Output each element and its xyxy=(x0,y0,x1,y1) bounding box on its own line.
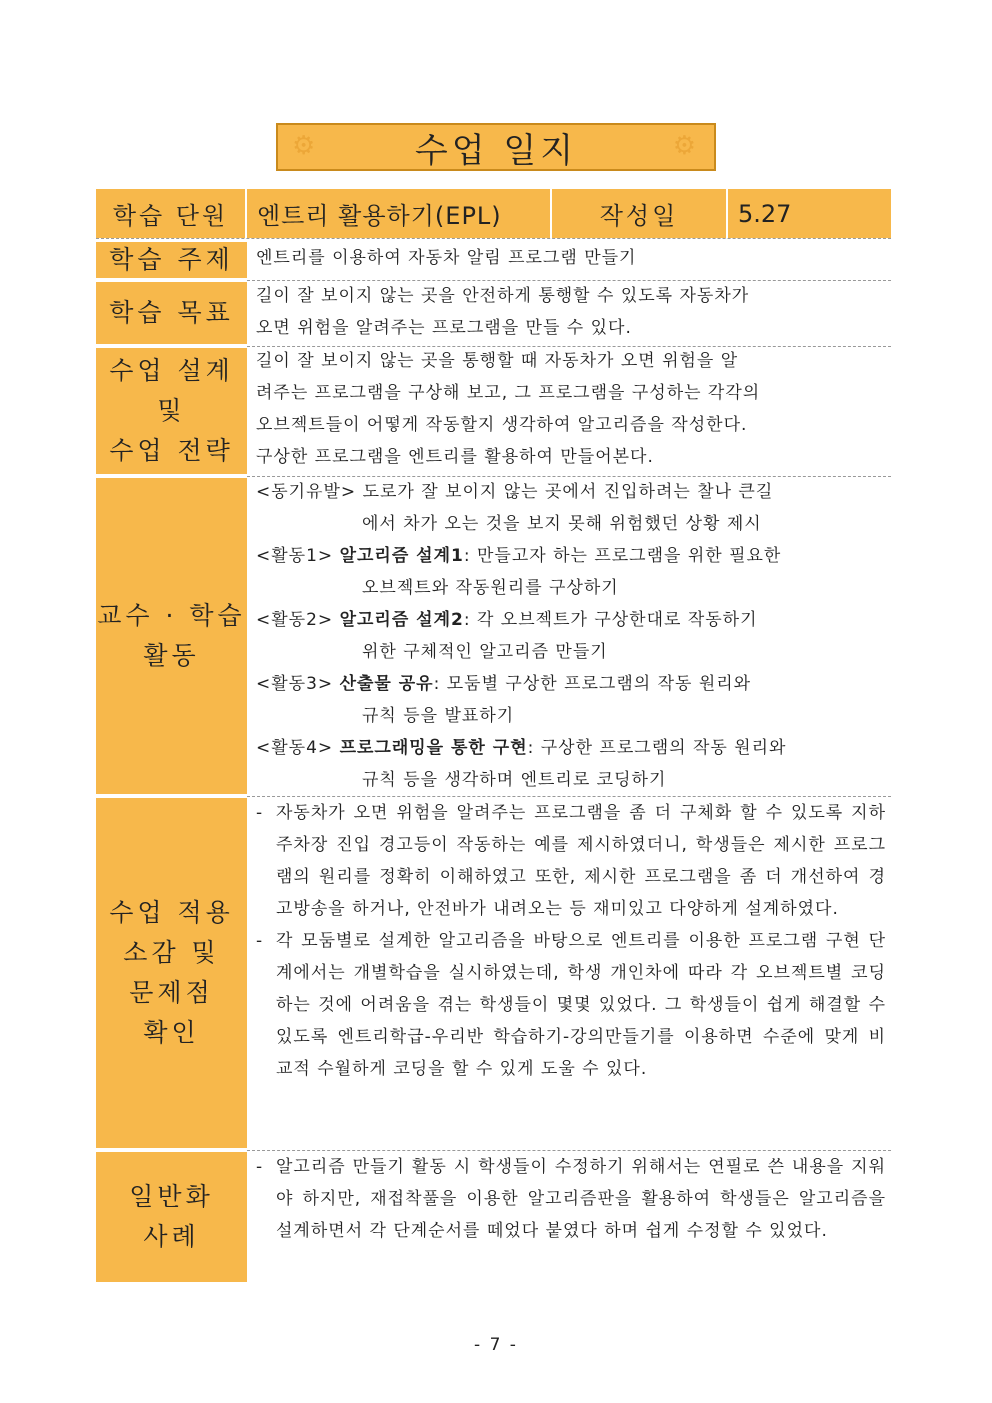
reflection-label-line: 소감 및 xyxy=(123,938,220,967)
design-content xyxy=(256,345,886,473)
topic-label: 학습 주제 xyxy=(109,245,234,274)
activity-3-item xyxy=(256,668,886,700)
design-line: 오브젝트들이 어떻게 작동할지 생각하여 알고리즘을 작성한다. xyxy=(256,415,748,435)
gear-decoration-icon: ⚙ xyxy=(292,131,320,161)
general-label-line: 일반화 xyxy=(129,1182,214,1211)
page-number: - 7 - xyxy=(474,1335,518,1355)
reflection-label-line: 문제점 xyxy=(129,978,214,1007)
reflection-item xyxy=(256,797,886,925)
activity-2-text-cont: 위한 구체적인 알고리즘 만들기 xyxy=(362,642,608,662)
activity-4-text: : 구상한 프로그램의 작동 원리와 xyxy=(527,738,787,758)
goal-label: 학습 목표 xyxy=(109,298,234,327)
unit-label: 학습 단원 xyxy=(96,189,247,238)
activity-3-text-cont: 규칙 등을 발표하기 xyxy=(362,706,515,726)
activity-3-tag: <활동3> xyxy=(256,674,334,694)
bullet-mark: - xyxy=(256,931,264,951)
design-label-line: 및 xyxy=(157,396,186,425)
goal-line: 오면 위험을 알려주는 프로그램을 만들 수 있다. xyxy=(256,318,632,338)
activity-4-item xyxy=(256,732,886,764)
design-label-line: 수업 설계 xyxy=(109,356,234,385)
activity-content xyxy=(256,476,886,796)
motivation-item xyxy=(256,476,886,508)
topic-label-cell xyxy=(96,242,247,278)
reflection-text: 각 모둠별로 설계한 알고리즘을 바탕으로 엔트리를 이용한 프로그램 구현 단계에서는 개별학습을 실시하였는데, 학생 개인차에 따라 각 오브젝트별 코딩하는 것에 어려움을 겪는 학생들이 몇몇 있었다. 그 학생들이 쉽게 해결할 수 있도록 엔트리학급-우리반 학습하기-강의만들기를 이용하면 수준에 맞게 비교적 수월하게 코딩을 할 수 있게 도울 수 있다. xyxy=(276,931,886,1079)
document-title-box xyxy=(276,123,716,171)
activity-label-line: 활동 xyxy=(143,641,200,670)
goal-label-cell xyxy=(96,282,247,344)
topic-text: 엔트리를 이용하여 자동차 알림 프로그램 만들기 xyxy=(256,248,637,268)
general-label-cell xyxy=(96,1152,247,1282)
document-title: 수업 일지 xyxy=(414,130,578,171)
reflection-text: 자동차가 오면 위험을 알려주는 프로그램을 좀 더 구체화 할 수 있도록 지하주차장 진입 경고등이 작동하는 예를 제시하였더니, 학생들은 제시한 프로그램의 원리를 정확히 이해하였고 또한, 제시한 프로그램을 좀 더 개선하여 경고방송을 하거나, 안전바가 내려오는 등 재미있고 다양하게 설계하였다. xyxy=(276,803,886,919)
activity-label-line: 교수 · 학습 xyxy=(97,601,246,630)
goal-line: 길이 잘 보이지 않는 곳을 안전하게 통행할 수 있도록 자동차가 xyxy=(256,286,750,306)
date-value: 5.27 xyxy=(728,189,891,238)
reflection-label-line: 확인 xyxy=(143,1018,200,1047)
activity-3-text: : 모둠별 구상한 프로그램의 작동 원리와 xyxy=(433,674,752,694)
activity-4-tag: <활동4> xyxy=(256,738,334,758)
activity-label-cell xyxy=(96,478,247,794)
design-line: 길이 잘 보이지 않는 곳을 통행할 때 자동차가 오면 위험을 알 xyxy=(256,351,739,371)
activity-4-title: 프로그래밍을 통한 구현 xyxy=(339,738,528,758)
date-label: 작성일 xyxy=(552,189,728,238)
header-row xyxy=(96,189,891,239)
reflection-content xyxy=(256,797,886,1085)
bullet-mark: - xyxy=(256,803,264,823)
bullet-mark: - xyxy=(256,1157,264,1177)
activity-1-item xyxy=(256,540,886,572)
activity-1-tag: <활동1> xyxy=(256,546,334,566)
activity-2-tag: <활동2> xyxy=(256,610,334,630)
activity-2-title: 알고리즘 설계2 xyxy=(339,610,464,630)
motivation-tag: <동기유발> xyxy=(256,482,357,502)
general-label-line: 사례 xyxy=(143,1222,200,1251)
general-content xyxy=(256,1151,886,1247)
reflection-item xyxy=(256,925,886,1085)
activity-1-title: 알고리즘 설계1 xyxy=(339,546,464,566)
general-text: 알고리즘 만들기 활동 시 학생들이 수정하기 위해서는 연필로 쓴 내용을 지워야 하지만, 재접착풀을 이용한 알고리즘판을 활용하여 학생들은 알고리즘을 설계하면서 각 단계순서를 떼었다 붙였다 하며 쉽게 수정할 수 있었다. xyxy=(276,1157,886,1241)
topic-content xyxy=(256,242,886,274)
reflection-label-line: 수업 적용 xyxy=(109,898,234,927)
reflection-label-cell xyxy=(96,798,247,1148)
motivation-text: 도로가 잘 보이지 않는 곳에서 진입하려는 찰나 큰길 xyxy=(356,482,774,502)
activity-2-item xyxy=(256,604,886,636)
activity-2-text: : 각 오브젝트가 구상한대로 작동하기 xyxy=(463,610,758,630)
design-label-line: 수업 전략 xyxy=(109,436,234,465)
activity-1-text: : 만들고자 하는 프로그램을 위한 필요한 xyxy=(463,546,782,566)
goal-content xyxy=(256,280,886,344)
design-line: 려주는 프로그램을 구상해 보고, 그 프로그램을 구성하는 각각의 xyxy=(256,383,761,403)
activity-3-title: 산출물 공유 xyxy=(339,674,434,694)
motivation-text-cont: 에서 차가 오는 것을 보지 못해 위험했던 상황 제시 xyxy=(362,514,762,534)
activity-4-text-cont: 규칙 등을 생각하며 엔트리로 코딩하기 xyxy=(362,770,667,790)
design-label-cell xyxy=(96,348,247,474)
unit-value: 엔트리 활용하기(EPL) xyxy=(247,189,552,238)
general-item xyxy=(256,1151,886,1247)
gear-decoration-icon: ⚙ xyxy=(672,131,700,161)
design-line: 구상한 프로그램을 엔트리를 활용하여 만들어본다. xyxy=(256,447,654,467)
activity-1-text-cont: 오브젝트와 작동원리를 구상하기 xyxy=(362,578,619,598)
